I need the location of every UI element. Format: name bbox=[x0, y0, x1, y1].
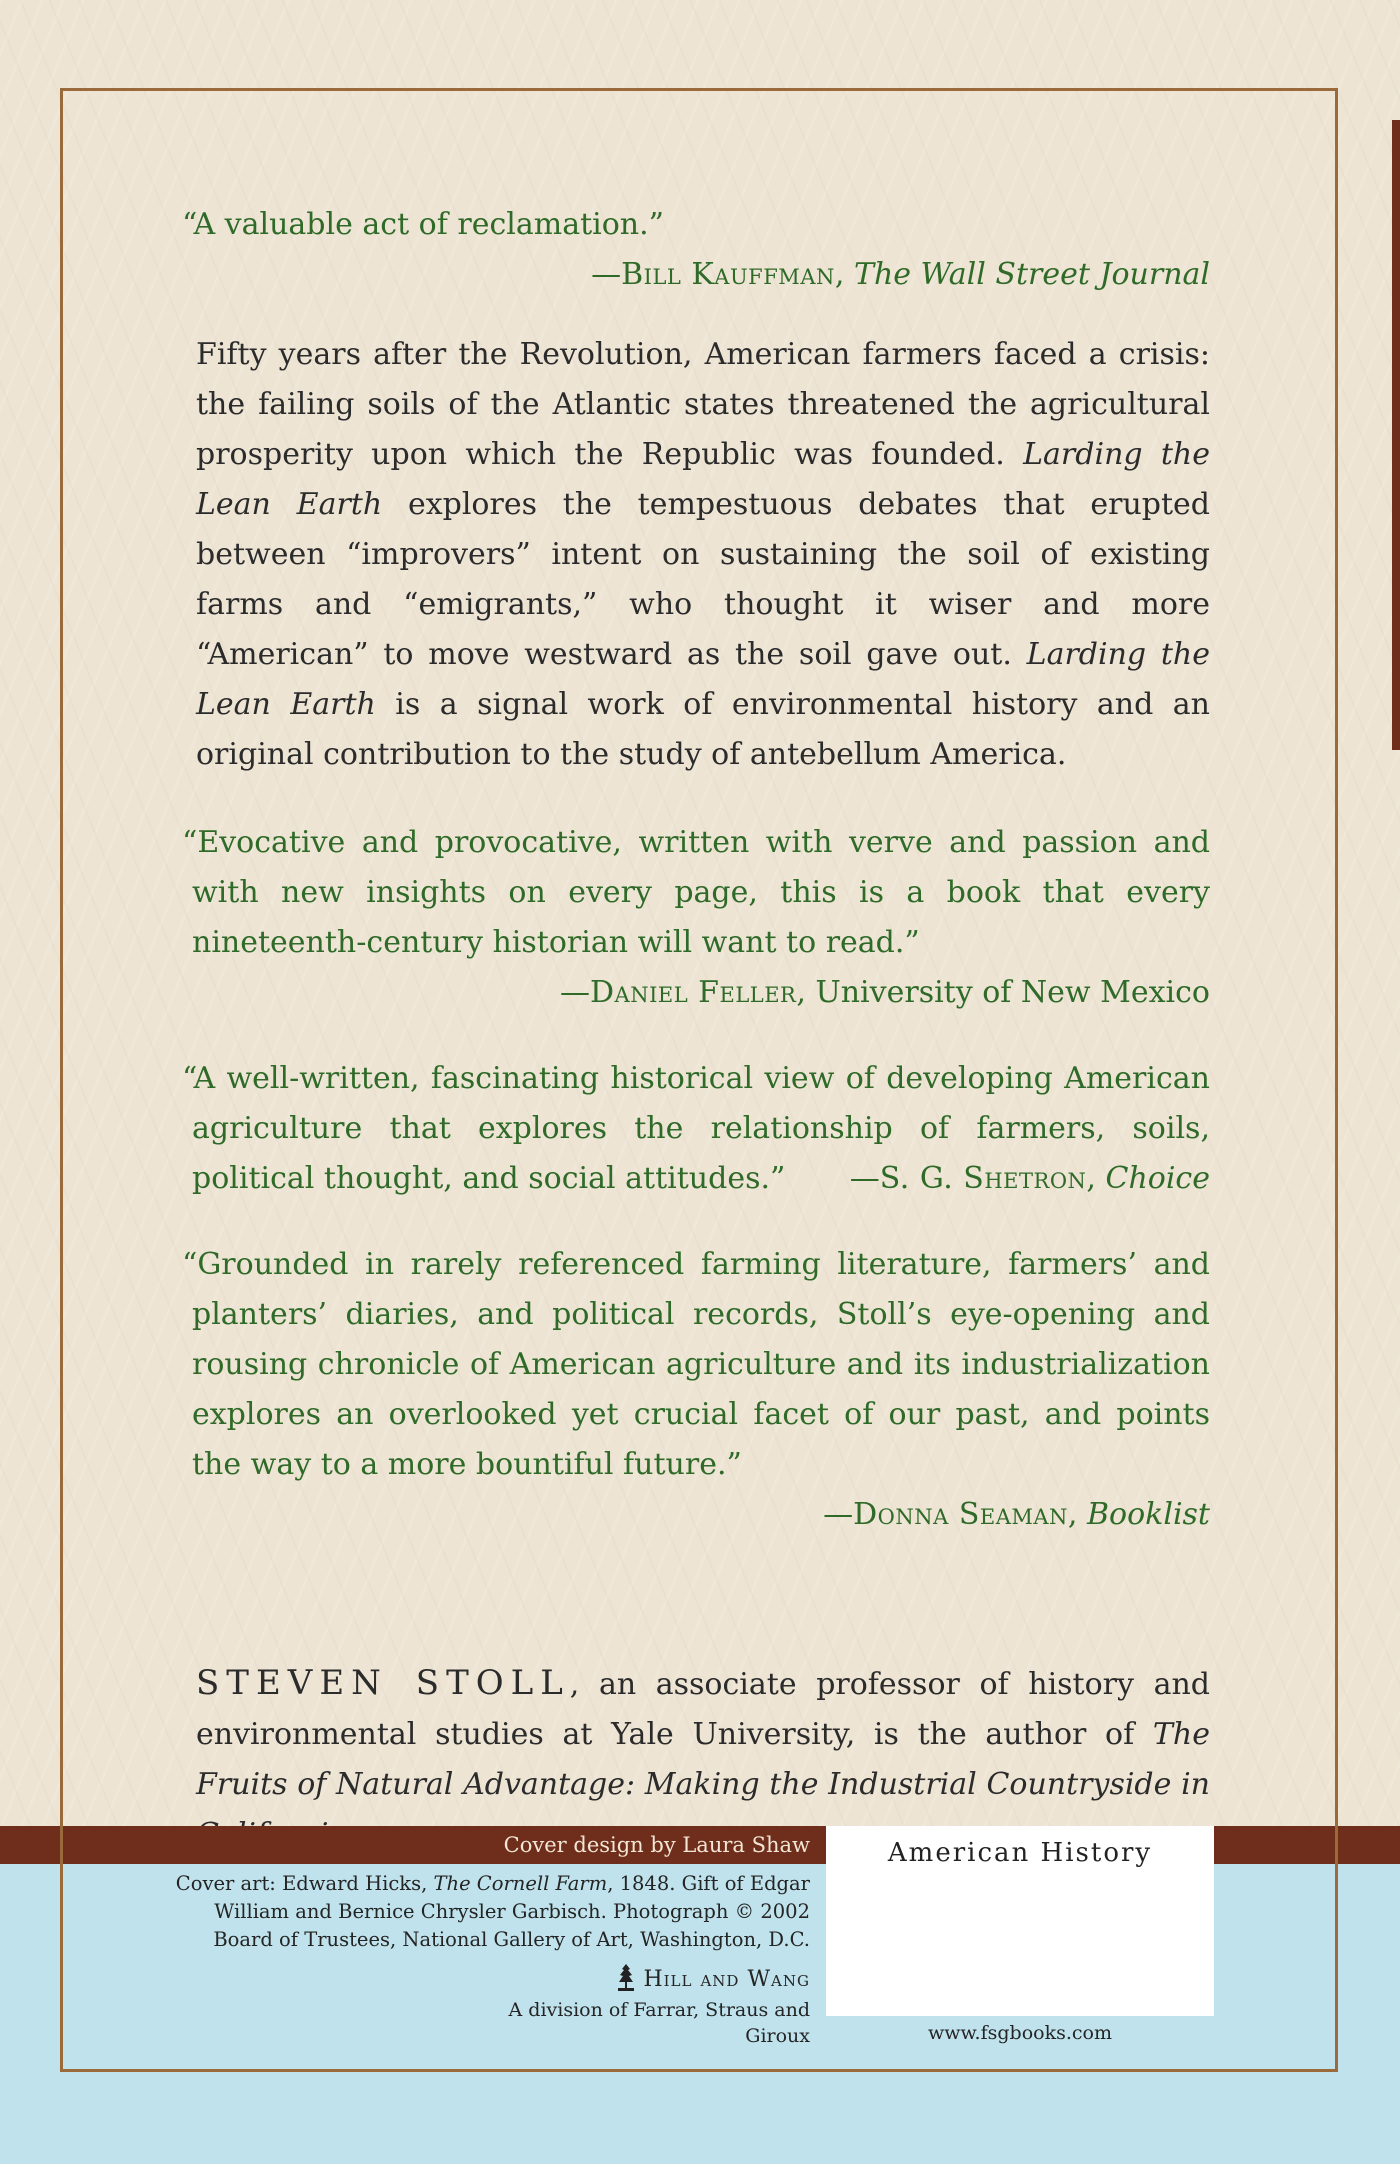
reviewer-source: Booklist bbox=[1087, 1497, 1210, 1532]
publisher-block bbox=[450, 1962, 810, 2049]
artwork-title: The Cornell Farm bbox=[433, 1872, 608, 1895]
review-quote-2 bbox=[182, 818, 1210, 1018]
author-book-title: The Fruits of Natural Advantage: Making the Industrial Countryside in bbox=[196, 1717, 1210, 1802]
reviewer-name: Daniel Feller bbox=[589, 975, 797, 1010]
publisher-name: Hill and Wang bbox=[643, 1967, 810, 1992]
publisher-division: A division of Farrar, Straus and Giroux bbox=[508, 1999, 810, 2047]
spine-edge bbox=[1392, 120, 1400, 750]
reviewer-source: University of New Mexico bbox=[815, 975, 1210, 1010]
quote-attribution: —S. G. Shetron, Choice bbox=[849, 1161, 1210, 1196]
reviewer-source: The Wall Street Journal bbox=[853, 257, 1210, 292]
reviewer-source: Choice bbox=[1105, 1161, 1210, 1196]
book-description: Fifty years after the Revolution, American farmers faced a crisis: the failing soils of the Atlantic states threatened the agricultural prosperity upon which the Republic was founded. Larding the Lean Earth explores the tempestuous debates that erupted between “improvers” intent on sustaining the soil of existing farms and “emigrants,” who thought it wiser and more “American” to move westward as the soil gave out. Larding the Lean Earth is a signal work of environmental history and an original contribution to the study of antebellum America. bbox=[196, 337, 1211, 772]
publisher-logo-icon bbox=[615, 1962, 637, 1992]
back-cover-text bbox=[182, 200, 1210, 1860]
book-title: Larding the Lean Earth bbox=[196, 637, 1211, 722]
publisher-website: www.fsgbooks.com bbox=[928, 2022, 1112, 2044]
book-title: Larding the Lean Earth bbox=[196, 437, 1211, 522]
reviewer-name: S. G. Shetron bbox=[879, 1161, 1087, 1196]
review-quote-1 bbox=[182, 200, 1210, 300]
cover-design-credit: Cover design by Laura Shaw bbox=[503, 1833, 810, 1857]
cover-art-credit: Cover art: Edward Hicks, The Cornell Farm, 1848. Gift of Edgar William and Bernice Chrysler Garbisch. Photograph © 2002 Board of Trustees, National Gallery of Art, Washington, D.C. bbox=[175, 1872, 810, 1951]
quote-attribution: —Daniel Feller, University of New Mexico bbox=[559, 975, 1210, 1010]
quote-attribution: —Donna Seaman, Booklist bbox=[823, 1497, 1210, 1532]
review-quote-3 bbox=[182, 1054, 1210, 1204]
quote-attribution: —Bill Kauffman, The Wall Street Journal bbox=[591, 257, 1210, 292]
quote-text: “Grounded in rarely referenced farming literature, farmers’ and planters’ diaries, and political records, Stoll’s eye-opening and rousing chronicle of American agriculture and its industrialization explores an overlooked yet crucial facet of our past, and points the way to a more bountiful future.” bbox=[182, 1247, 1210, 1482]
review-quote-4 bbox=[182, 1240, 1210, 1540]
quote-text: “A well-written, fascinating historical view of developing American agriculture that explores the relationship of farmers, soils, political thought, and social attitudes.” —S. G. Shetron, Choice bbox=[182, 1054, 1210, 1204]
quote-text: “Evocative and provocative, written with verve and passion and with new insights on every page, this is a book that every nineteenth-century historian will want to read.” bbox=[182, 825, 1210, 960]
category-label: American History bbox=[887, 1838, 1153, 1868]
quote-text: “A valuable act of reclamation.” bbox=[182, 207, 664, 242]
reviewer-name: Donna Seaman bbox=[853, 1497, 1068, 1532]
author-bio: STEVEN STOLL, an associate professor of history and environmental studies at Yale University, is the author of The Fruits of Natural Advantage: Making the Industrial Countryside in bbox=[196, 1658, 1210, 1860]
author-name: STEVEN STOLL bbox=[196, 1663, 570, 1703]
category-box bbox=[826, 1826, 1214, 2016]
reviewer-name: Bill Kauffman bbox=[621, 257, 835, 292]
